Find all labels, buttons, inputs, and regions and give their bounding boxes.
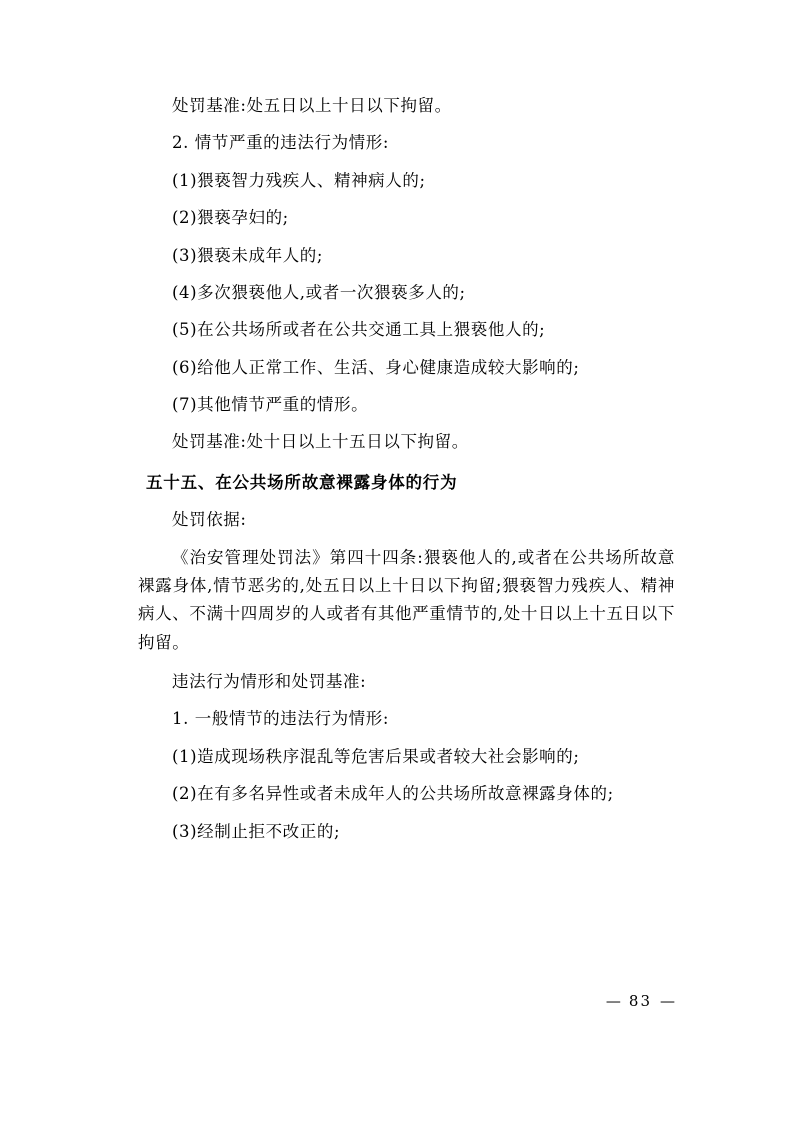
paragraph-serious-circumstances-title: 2. 情节严重的违法行为情形: [172, 133, 390, 153]
general-list-item-1: (1)造成现场秩序混乱等危害后果或者较大社会影响的; [172, 746, 580, 766]
general-list-item-2: (2)在有多名异性或者未成年人的公共场所故意裸露身体的; [172, 784, 614, 804]
paragraph-violation-and-standard-label: 违法行为情形和处罚基准: [172, 672, 367, 691]
list-item-6: (6)给他人正常工作、生活、身心健康造成较大影响的; [172, 357, 580, 377]
paragraph-penalty-standard-1: 处罚基准:处五日以上十日以下拘留。 [172, 96, 452, 115]
section-heading: 五十五、在公共场所故意裸露身体的行为 [146, 472, 458, 492]
footer-dash-left: — [605, 992, 621, 1010]
list-item-7: (7)其他情节严重的情形。 [172, 395, 369, 414]
paragraph-penalty-basis-label: 处罚依据: [172, 510, 247, 530]
paragraph-law-citation: 《治安管理处罚法》第四十四条:猥亵他人的,或者在公共场所故意裸露身体,情节恶劣的,处五日以上十日以下拘留;猥亵智力残疾人、精神病人、不满十四周岁的人或者有其他严重情节的,处十日以上十五日以下拘留。 [138, 547, 675, 652]
page-footer [606, 992, 675, 1010]
footer-dash-right: — [660, 992, 675, 1010]
general-list-item-3: (3)经制止拒不改正的; [172, 821, 341, 841]
paragraph-general-circumstances-title: 1. 一般情节的违法行为情形: [172, 709, 390, 729]
list-item-1: (1)猥亵智力残疾人、精神病人的; [172, 170, 426, 190]
paragraph-penalty-standard-2: 处罚基准:处十日以上十五日以下拘留。 [172, 432, 469, 452]
list-item-4: (4)多次猥亵他人,或者一次猥亵多人的; [172, 282, 466, 302]
list-item-3: (3)猥亵未成年人的; [172, 245, 324, 265]
list-item-5: (5)在公共场所或者在公共交通工具上猥亵他人的; [172, 320, 546, 340]
page-number: 83 [628, 992, 652, 1010]
list-item-2: (2)猥亵孕妇的; [172, 208, 289, 228]
page-content [138, 92, 675, 846]
